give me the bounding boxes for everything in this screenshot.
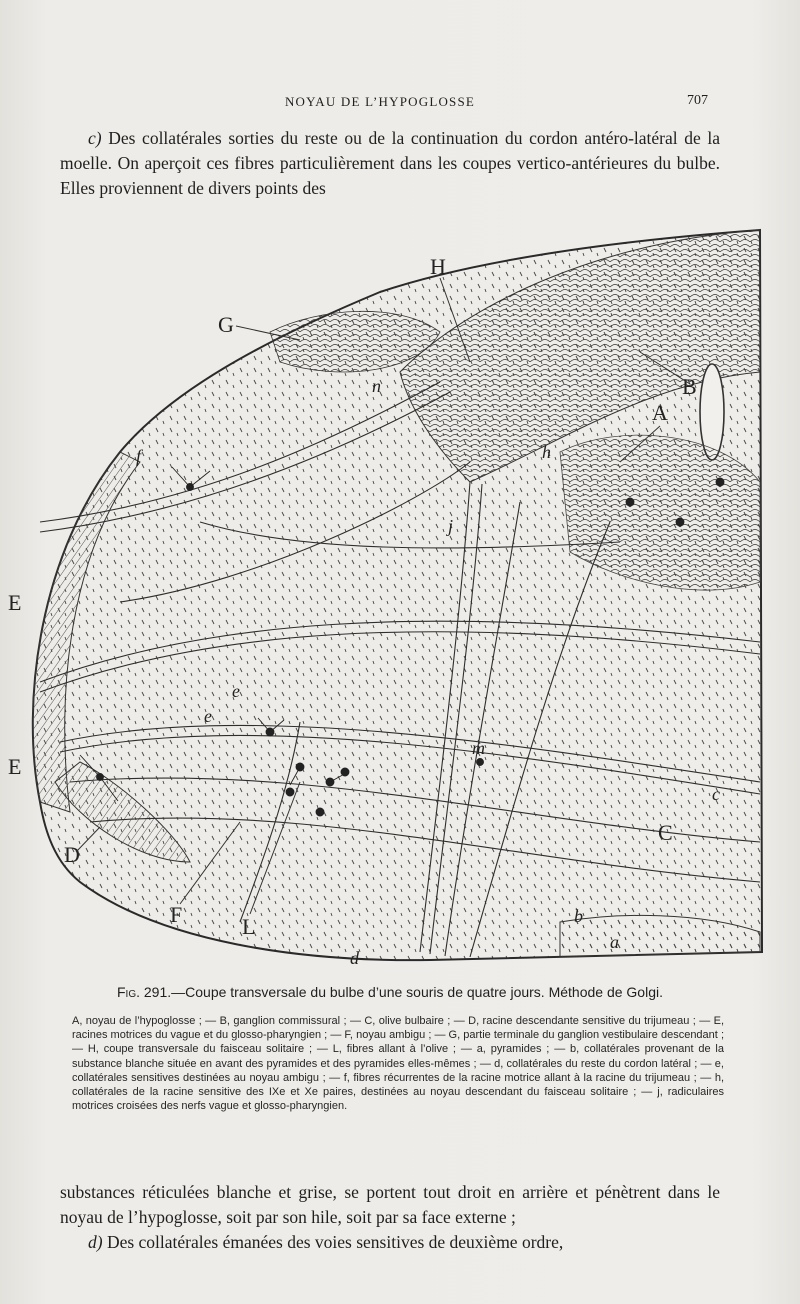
figure-label: G xyxy=(218,312,234,337)
running-title: NOYAU DE L’HYPOGLOSSE xyxy=(284,94,476,109)
figure-label: n xyxy=(372,376,381,396)
paragraph-top-text: Des collatérales sorties du reste ou de la continuation du cordon antéro-latéral de la moelle. On aperçoit ces fibres particulièrement dans les coupes vertico-antérieures du bulbe. Elles proviennent de divers points des xyxy=(60,128,720,198)
figure-label: B xyxy=(682,374,697,399)
figure-label: c xyxy=(712,784,720,804)
figure-label: d xyxy=(350,948,359,968)
figure-legend: A, noyau de l’hypoglosse ; — B, ganglion commissural ; — C, olive bulbaire ; — D, racine descendante sensitive du trijumeau ; — E, racines motrices du vague et du glosso-pharyngien ; — F, noyau ambigu ; — G, partie terminale du ganglion vestibulaire descendant ; — H, coupe transversale du faisceau solitaire ; — L, fibres allant à l’olive ; — a, pyramides ; — b, collatérales provenant de la substance blanche située en avant des pyramides et des pyramides elles-mêmes ; — d, collatérales du reste du cordon latéral ; — e, collatérales sensitives destinées au noyau ambigu ; — f, fibres récurrentes de la racine motrice allant à la racine du trijumeau ; — h, collatérales de la racine sensitive des IXe et Xe paires, destinées au noyau descendant du faisceau solitaire ; — j, radiculaires motrices croisées des nerfs vague et glosso-pharyngien. xyxy=(72,1015,724,1113)
list-marker-d: d) xyxy=(88,1232,103,1252)
page-number: 707 xyxy=(687,93,708,108)
figure-label: D xyxy=(64,842,80,867)
figure-label: h xyxy=(542,442,551,462)
figure-label: F xyxy=(170,902,183,927)
figure-label: H xyxy=(430,254,446,279)
list-marker-c: c) xyxy=(88,128,102,148)
figure-label: e xyxy=(232,681,240,701)
figure-label: m xyxy=(472,738,485,758)
figure-number: Fig. 291. xyxy=(117,984,172,1000)
figure-caption-text: —Coupe transversale du bulbe d’une souris de quatre jours. Méthode de Golgi. xyxy=(171,984,663,1000)
figure-caption xyxy=(60,984,720,1000)
paragraph-top xyxy=(60,126,720,201)
page-header xyxy=(0,92,800,114)
paragraph-bottom-continuation: Des collatérales émanées des voies sensitives de deuxième ordre, xyxy=(102,1232,564,1252)
figure-label: b xyxy=(574,906,583,926)
paragraph-bottom xyxy=(60,1180,720,1255)
paragraph-bottom-text: substances réticulées blanche et grise, se portent tout droit en arrière et pénètrent dans le noyau de l’hypoglosse, soit par son hile, soit par sa face externe ; xyxy=(60,1182,720,1227)
figure-label: E xyxy=(8,590,22,615)
golgi-brain-section-illustration xyxy=(0,222,800,982)
figure-label: a xyxy=(610,932,619,952)
figure-label: A xyxy=(652,400,668,425)
figure-label: e xyxy=(204,706,212,726)
figure-label: f xyxy=(136,446,142,466)
figure-291 xyxy=(0,222,800,982)
figure-label: j xyxy=(448,516,454,536)
figure-label: E xyxy=(8,754,22,779)
figure-label: C xyxy=(658,820,673,845)
figure-label: L xyxy=(242,914,256,939)
